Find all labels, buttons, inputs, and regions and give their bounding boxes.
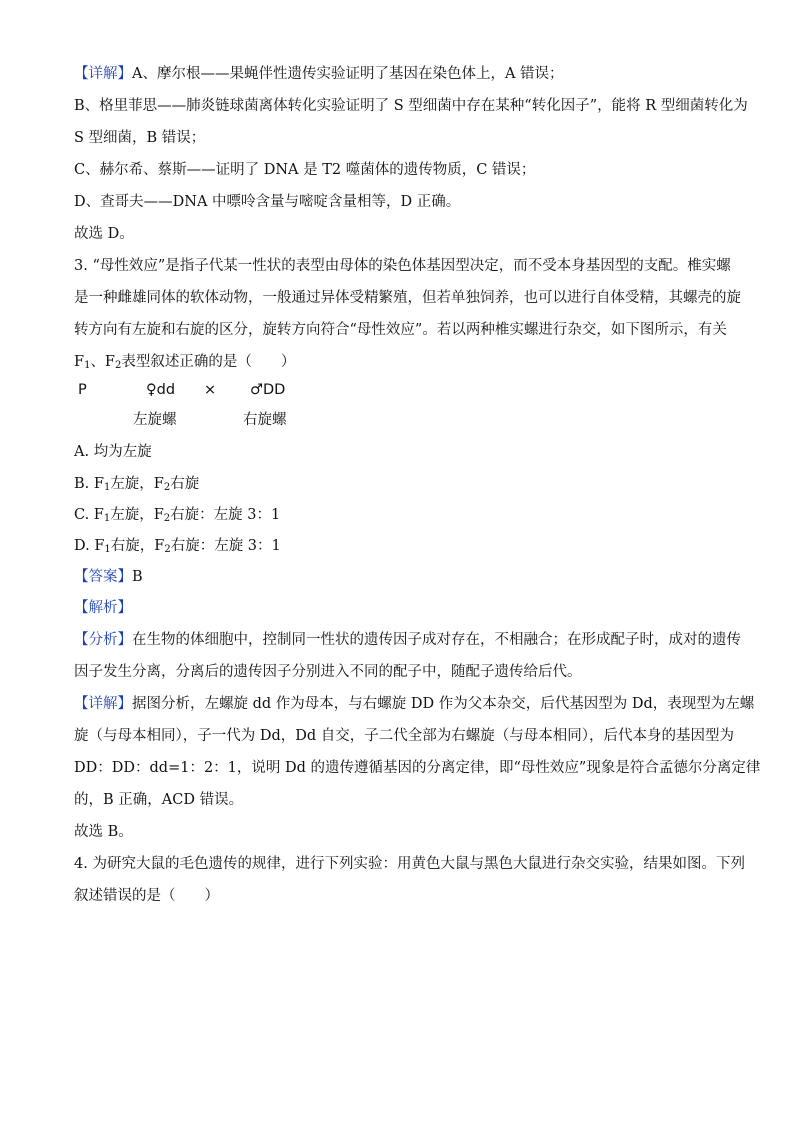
q3-detail-line-1: 【详解】据图分析，左螺旋 dd 作为母本，与右螺旋 DD 作为父本杂交，后代基因型为 Dd，表现型为左螺	[74, 696, 755, 712]
q2-detail-line-3: S 型细菌，B 错误；	[74, 130, 206, 146]
q3-option-d: D. $F_1$右旋，$F_2$右旋：左旋 3：1	[74, 538, 281, 555]
cross-female-phenotype: 左旋螺	[133, 412, 177, 428]
cross-female-genotype: ♀dd	[146, 382, 176, 398]
cross-times-symbol: ×	[204, 382, 217, 398]
q4-stem-line-2: 叙述错误的是（ ）	[74, 888, 219, 904]
q3-stem-line-2: 是一种雌雄同体的软体动物，一般通过异体受精繁殖，但若单独饲养，也可以进行自体受精，其螺壳的旋	[74, 290, 741, 306]
q3-stem-line-3: 转方向有左旋和右旋的区分，旋转方向符合“母性效应”。若以两种椎实螺进行杂交，如下图所示，有关	[74, 322, 727, 338]
detail-tag: 【详解】	[74, 66, 132, 82]
q2-detail-line-2: B、格里菲思——肺炎链球菌离体转化实验证明了 S 型细菌中存在某种“转化因子”，能将 R 型细菌转化为	[74, 98, 748, 114]
q2-detail-line-1: 【详解】A、摩尔根——果蝇伴性遗传实验证明了基因在染色体上，A 错误；	[74, 66, 564, 82]
q3-stem-line-4: $F_1$、$F_2$表型叙述正确的是（ ）	[74, 354, 296, 371]
q3-detail-line-2: 旋（与母本相同），子一代为 Dd，Dd 自交，子二代全部为右螺旋（与母本相同），后代本身的基因型为	[74, 728, 735, 744]
q3-fenxi-line-2: 因子发生分离，分离后的遗传因子分别进入不同的配子中，随配子遗传给后代。	[74, 664, 582, 680]
q3-fenxi-line-1: 【分析】在生物的体细胞中，控制同一性状的遗传因子成对存在，不相融合；在形成配子时，成对的遗传	[74, 632, 741, 648]
cross-parent-label: P	[78, 382, 87, 398]
answer-tag: 【答案】	[74, 569, 132, 585]
cross-male-phenotype: 右旋螺	[243, 412, 287, 428]
q2-detail-line-4: C、赫尔希、蔡斯——证明了 DNA 是 T2 噬菌体的遗传物质，C 错误；	[74, 162, 536, 178]
q3-option-a: A. 均为左旋	[74, 444, 152, 460]
q3-analysis-heading: 【解析】	[74, 600, 132, 616]
q3-option-b: B. $F_1$左旋，$F_2$右旋	[74, 476, 200, 493]
q3-answer	[74, 567, 143, 587]
q2-detail-line-5: D、查哥夫——DNA 中嘌呤含量与嘧啶含量相等，D 正确。	[74, 194, 461, 210]
q2-conclusion: 故选 D。	[74, 226, 134, 242]
q3-detail-line-3: DD：DD：dd=1：2：1，说明 Dd 的遗传遵循基因的分离定律，即“母性效应”现象是符合孟德尔分离定律	[74, 760, 761, 776]
q3-stem-line-1: 3. “母性效应”是指子代某一性状的表型由母体的染色体基因型决定，而不受本身基因型的支配。椎实螺	[74, 258, 731, 274]
answer-value: B	[132, 569, 143, 585]
q3-conclusion: 故选 B。	[74, 824, 133, 840]
cross-diagram	[0, 382, 794, 432]
cross-male-genotype: ♂DD	[250, 382, 286, 398]
q4-stem-line-1: 4. 为研究大鼠的毛色遗传的规律，进行下列实验：用黄色大鼠与黑色大鼠进行杂交实验，结果如图。下列	[74, 856, 745, 872]
q3-option-c: C. $F_1$左旋，$F_2$右旋：左旋 3：1	[74, 507, 281, 524]
q3-detail-line-4: 的，B 正确，ACD 错误。	[74, 792, 244, 808]
